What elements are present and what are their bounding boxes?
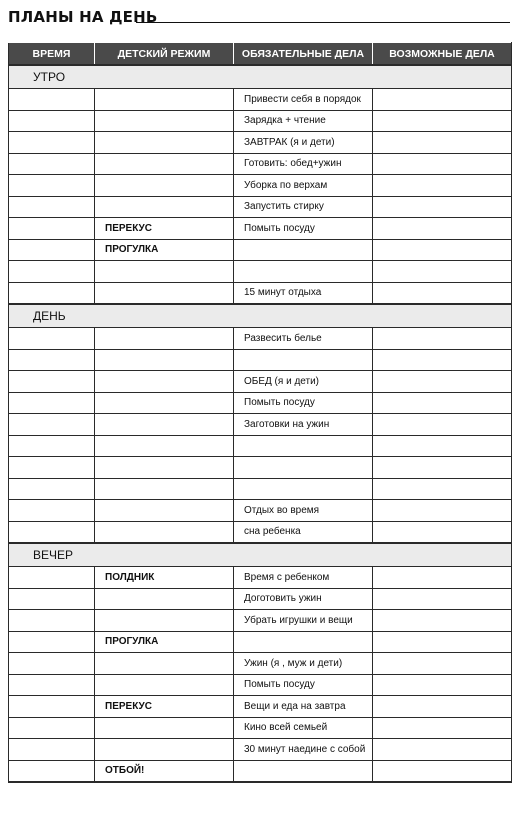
required-task-cell[interactable]: Развесить белье (234, 328, 373, 350)
optional-task-cell[interactable] (373, 239, 512, 261)
child-schedule-cell[interactable] (95, 196, 234, 218)
table-row (9, 610, 512, 632)
optional-task-cell[interactable] (373, 588, 512, 610)
optional-task-cell[interactable] (373, 739, 512, 761)
required-task-cell[interactable]: ЗАВТРАК (я и дети) (234, 132, 373, 154)
time-cell[interactable] (9, 261, 95, 283)
time-cell[interactable] (9, 435, 95, 457)
child-schedule-cell[interactable] (95, 500, 234, 522)
time-cell[interactable] (9, 153, 95, 175)
optional-task-cell[interactable] (373, 717, 512, 739)
time-cell[interactable] (9, 239, 95, 261)
column-header-time: ВРЕМЯ (9, 43, 95, 66)
time-cell[interactable] (9, 89, 95, 111)
table-row (9, 175, 512, 197)
child-schedule-cell[interactable] (95, 349, 234, 371)
table-row (9, 218, 512, 240)
time-cell[interactable] (9, 132, 95, 154)
required-task-cell[interactable]: Готовить: обед+ужин (234, 153, 373, 175)
table-row (9, 261, 512, 283)
optional-task-cell[interactable] (373, 349, 512, 371)
child-schedule-cell[interactable] (95, 110, 234, 132)
table-row (9, 282, 512, 304)
table-row (9, 500, 512, 522)
table-row (9, 653, 512, 675)
child-schedule-cell[interactable] (95, 717, 234, 739)
optional-task-cell[interactable] (373, 414, 512, 436)
section-label: ДЕНЬ (9, 304, 512, 328)
required-task-cell[interactable] (234, 760, 373, 782)
required-task-cell[interactable]: Доготовить ужин (234, 588, 373, 610)
child-schedule-cell[interactable] (95, 674, 234, 696)
child-schedule-cell[interactable] (95, 457, 234, 479)
required-task-cell[interactable]: сна ребенка (234, 521, 373, 543)
child-schedule-cell[interactable]: ПРОГУЛКА (95, 631, 234, 653)
table-row (9, 328, 512, 350)
optional-task-cell[interactable] (373, 175, 512, 197)
required-task-cell[interactable] (234, 631, 373, 653)
time-cell[interactable] (9, 282, 95, 304)
required-task-cell[interactable]: Запустить стирку (234, 196, 373, 218)
child-schedule-cell[interactable] (95, 261, 234, 283)
optional-task-cell[interactable] (373, 153, 512, 175)
child-schedule-cell[interactable] (95, 89, 234, 111)
page-title-text: ПЛАНЫ НА ДЕНЬ (8, 8, 158, 26)
optional-task-cell[interactable] (373, 567, 512, 589)
time-cell[interactable] (9, 653, 95, 675)
optional-task-cell[interactable] (373, 196, 512, 218)
table-row (9, 696, 512, 718)
time-cell[interactable] (9, 567, 95, 589)
optional-task-cell[interactable] (373, 674, 512, 696)
time-cell[interactable] (9, 328, 95, 350)
table-row (9, 392, 512, 414)
optional-task-cell[interactable] (373, 653, 512, 675)
optional-task-cell[interactable] (373, 478, 512, 500)
table-row (9, 110, 512, 132)
table-row (9, 457, 512, 479)
optional-task-cell[interactable] (373, 110, 512, 132)
time-cell[interactable] (9, 717, 95, 739)
required-task-cell[interactable] (234, 261, 373, 283)
required-task-cell[interactable]: Уборка по верхам (234, 175, 373, 197)
required-task-cell[interactable]: 15 минут отдыха (234, 282, 373, 304)
table-row (9, 631, 512, 653)
required-task-cell[interactable]: Помыть посуду (234, 218, 373, 240)
title-underline[interactable] (136, 22, 510, 23)
time-cell[interactable] (9, 631, 95, 653)
time-cell[interactable] (9, 674, 95, 696)
time-cell[interactable] (9, 588, 95, 610)
required-task-cell[interactable]: Ужин (я , муж и дети) (234, 653, 373, 675)
time-cell[interactable] (9, 457, 95, 479)
time-cell[interactable] (9, 500, 95, 522)
required-task-cell[interactable]: Время с ребенком (234, 567, 373, 589)
column-header-child-schedule: ДЕТСКИЙ РЕЖИМ (95, 43, 234, 66)
required-task-cell[interactable]: Убрать игрушки и вещи (234, 610, 373, 632)
child-schedule-cell[interactable] (95, 521, 234, 543)
section-label: ВЕЧЕР (9, 543, 512, 567)
child-schedule-cell[interactable] (95, 478, 234, 500)
time-cell[interactable] (9, 521, 95, 543)
time-cell[interactable] (9, 392, 95, 414)
time-cell[interactable] (9, 696, 95, 718)
table-row (9, 239, 512, 261)
child-schedule-cell[interactable] (95, 653, 234, 675)
child-schedule-cell[interactable] (95, 414, 234, 436)
column-header-optional-tasks: ВОЗМОЖНЫЕ ДЕЛА (373, 43, 512, 66)
time-cell[interactable] (9, 739, 95, 761)
time-cell[interactable] (9, 196, 95, 218)
optional-task-cell[interactable] (373, 261, 512, 283)
table-row (9, 132, 512, 154)
optional-task-cell[interactable] (373, 435, 512, 457)
section-morning (9, 65, 512, 89)
child-schedule-cell[interactable] (95, 392, 234, 414)
optional-task-cell[interactable] (373, 328, 512, 350)
required-task-cell[interactable]: Привести себя в порядок (234, 89, 373, 111)
required-task-cell[interactable]: Помыть посуду (234, 392, 373, 414)
time-cell[interactable] (9, 414, 95, 436)
child-schedule-cell[interactable] (95, 328, 234, 350)
optional-task-cell[interactable] (373, 282, 512, 304)
optional-task-cell[interactable] (373, 457, 512, 479)
required-task-cell[interactable]: Вещи и еда на завтра (234, 696, 373, 718)
child-schedule-cell[interactable] (95, 371, 234, 393)
section-label: УТРО (9, 65, 512, 89)
child-schedule-cell[interactable]: ПРОГУЛКА (95, 239, 234, 261)
required-task-cell[interactable]: Заготовки на ужин (234, 414, 373, 436)
table-row (9, 521, 512, 543)
optional-task-cell[interactable] (373, 610, 512, 632)
table-row (9, 567, 512, 589)
child-schedule-cell[interactable] (95, 153, 234, 175)
required-task-cell[interactable]: 30 минут наедине с собой (234, 739, 373, 761)
child-schedule-cell[interactable]: ПЕРЕКУС (95, 218, 234, 240)
required-task-cell[interactable] (234, 478, 373, 500)
table-row (9, 196, 512, 218)
child-schedule-cell[interactable]: ОТБОЙ! (95, 760, 234, 782)
child-schedule-cell[interactable] (95, 739, 234, 761)
optional-task-cell[interactable] (373, 631, 512, 653)
time-cell[interactable] (9, 478, 95, 500)
child-schedule-cell[interactable] (95, 175, 234, 197)
table-row (9, 435, 512, 457)
table-row (9, 371, 512, 393)
time-cell[interactable] (9, 218, 95, 240)
planner-table (8, 42, 512, 783)
child-schedule-cell[interactable]: ПЕРЕКУС (95, 696, 234, 718)
time-cell[interactable] (9, 760, 95, 782)
table-row (9, 89, 512, 111)
planner-body (9, 65, 512, 782)
required-task-cell[interactable]: Кино всей семьей (234, 717, 373, 739)
time-cell[interactable] (9, 175, 95, 197)
required-task-cell[interactable] (234, 435, 373, 457)
table-row (9, 739, 512, 761)
required-task-cell[interactable]: Помыть посуду (234, 674, 373, 696)
table-row (9, 588, 512, 610)
section-day (9, 304, 512, 328)
required-task-cell[interactable] (234, 457, 373, 479)
time-cell[interactable] (9, 349, 95, 371)
table-row (9, 349, 512, 371)
optional-task-cell[interactable] (373, 500, 512, 522)
child-schedule-cell[interactable] (95, 132, 234, 154)
table-row (9, 674, 512, 696)
optional-task-cell[interactable] (373, 132, 512, 154)
child-schedule-cell[interactable] (95, 588, 234, 610)
table-row (9, 717, 512, 739)
table-row (9, 478, 512, 500)
required-task-cell[interactable] (234, 239, 373, 261)
time-cell[interactable] (9, 110, 95, 132)
optional-task-cell[interactable] (373, 89, 512, 111)
optional-task-cell[interactable] (373, 392, 512, 414)
time-cell[interactable] (9, 371, 95, 393)
child-schedule-cell[interactable]: ПОЛДНИК (95, 567, 234, 589)
section-evening (9, 543, 512, 567)
column-header-required-tasks: ОБЯЗАТЕЛЬНЫЕ ДЕЛА (234, 43, 373, 66)
table-row (9, 414, 512, 436)
child-schedule-cell[interactable] (95, 435, 234, 457)
required-task-cell[interactable]: Отдых во время (234, 500, 373, 522)
optional-task-cell[interactable] (373, 696, 512, 718)
time-cell[interactable] (9, 610, 95, 632)
required-task-cell[interactable]: Зарядка + чтение (234, 110, 373, 132)
optional-task-cell[interactable] (373, 521, 512, 543)
table-row (9, 760, 512, 782)
optional-task-cell[interactable] (373, 218, 512, 240)
required-task-cell[interactable]: ОБЕД (я и дети) (234, 371, 373, 393)
header-row (9, 43, 512, 66)
table-row (9, 153, 512, 175)
optional-task-cell[interactable] (373, 760, 512, 782)
child-schedule-cell[interactable] (95, 610, 234, 632)
child-schedule-cell[interactable] (95, 282, 234, 304)
optional-task-cell[interactable] (373, 371, 512, 393)
required-task-cell[interactable] (234, 349, 373, 371)
